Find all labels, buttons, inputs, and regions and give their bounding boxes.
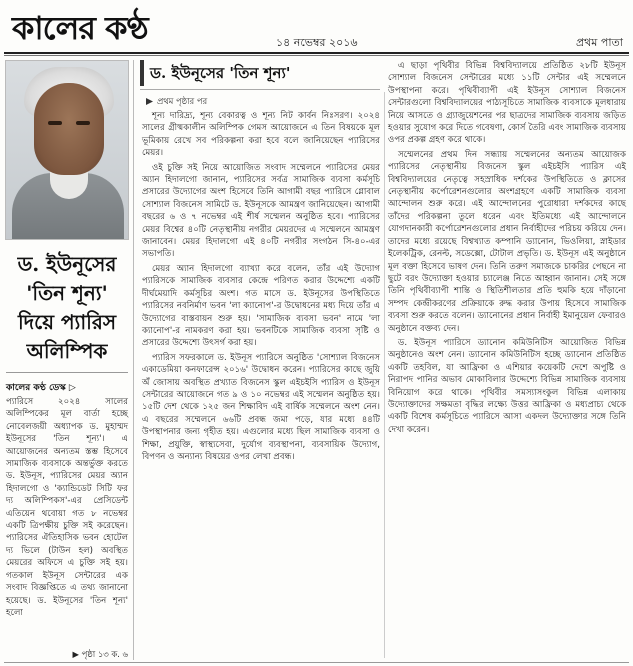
paragraph: শূন্য দারিদ্র্য, শূন্য বেকারত্ব ও শূন্য নিট কার্বন নিঃসরণ। ২০২৪ সালের গ্রীষ্মকালীন অলিম্পিক গেমস আয়োজনে এ তিন বিষয়কে মূল ভূমিকায় রেখে সব পরিকল্পনা করা হবে বলে জানিয়েছেন প্যারিসের মেয়র। (142, 111, 380, 159)
continued-from-label: প্রথম পৃষ্ঠার পর (157, 96, 208, 106)
paragraph: ওই চুক্তি সই নিয়ে আয়োজিত সংবাদ সম্মেলনে প্যারিসের মেয়র অ্যান হিদালগো জানান, প্যারিসের সর্বত্র সামাজিক ব্যবসা কর্মসূচি প্রসারের উদ্যোগের অংশ হিসেবে তিনি আগামী বছর প্যারিসে গ্লোবাল সোশ্যাল বিজনেস সামিটে ড. ইউনূসকে আমন্ত্রণ জানিয়েছেন। আগামী বছরের ৬ ও ৭ নভেম্বর এই শীর্ষ সম্মেলন অনুষ্ঠিত হবে। প্যারিসের মেয়র বিশ্বের ৪০টি নেতৃস্থানীয় নগরীর মেয়রদের এ সম্মেলনে আমন্ত্রণ জানাবেন। মেয়র হিদালগো এই ৪০টি নগরীর সংগঠন সি-৪০-এর সভাপতি। (142, 162, 380, 260)
main-headline: ড. ইউনূসের 'তিন শূন্য' দিয়ে প্যারিস অলিম্পিক (17, 252, 117, 363)
publication-date: ১৪ নভেম্বর ২০১৬ (276, 36, 358, 49)
masthead-rule-thin (4, 55, 629, 56)
arrow-icon (146, 98, 153, 105)
continued-on-page: ▶ পৃষ্ঠা ১৩ ক. ৬ (72, 649, 128, 659)
paragraph: মেয়র অ্যান হিদালগো ব্যাখ্যা করে বলেন, তাঁর এই উদ্যোগ প্যারিসকে সামাজিক ব্যবসার কেন্দ্রে পরিণত করার উদ্দেশ্যে একটি দীর্ঘমেয়াদি কর্মসূচির অংশ। গত মাসে ড. ইউনূসের উপস্থিতিতে প্যারিসের নবনির্মাণ ভবন 'লা ক্যানোপ'-র উদ্বোধনের মধ্য দিয়ে তাঁর এ উদ্যোগের বাস্তবায়ন শুরু হয়। 'সামাজিক ব্যবসা ভবন' নামে 'লা ক্যানোপ'-র নামকরণ করা হয়। ভবনটিকে সামাজিক ব্যবসা সৃষ্টি ও প্রসারের উদ্দেশ্যে উৎসর্গ করা হয়। (142, 263, 380, 349)
paragraph: প্যারিস সফরকালে ড. ইউনূস প্যারিসে অনুষ্ঠিত 'সোশ্যাল বিজনেস একাডেমিয়া কনফারেন্স ২০১৬' উদ্বোধন করেন। প্যারিসের কাছে জুয়ি অঁ জোসায় অবস্থিত প্রখ্যাত বিজনেস স্কুল এইচইসি প্যারিস ও ইউনূস সেন্টারের আয়োজনে গত ৯ ও ১০ নভেম্বর এই সম্মেলন অনুষ্ঠিত হয়। ১৫টি দেশ থেকে ১২৫ জন শিক্ষাবিদ এই বার্ষিক সম্মেলনে অংশ নেন। এ বছরের সম্মেলনে ৬৬টি প্রবন্ধ জমা পড়ে, যার মধ্যে ৪৪টি উপস্থাপনার জন্য গৃহীত হয়। এগুলোর মধ্যে ছিল সামাজিক ব্যবসা ও শিক্ষা, প্রযুক্তি, স্বাস্থ্যসেবা, দুর্যোগ ব্যবস্থাপনা, ব্যবসায়িক উদ্যোগ, বিপণন ও অন্যান্য বিষয়ের ওপর লেখা প্রবন্ধ। (142, 352, 380, 462)
portrait-eye-left (48, 121, 62, 125)
portrait-face (34, 83, 104, 175)
paragraph: এ ছাড়া পৃথিবীর বিভিন্ন বিশ্ববিদ্যালয়ে প্রতিষ্ঠিত ২৮টি ইউনূস সোশ্যাল বিজনেস সেন্টারের মধ্যে ১১টি সেন্টার এই সম্মেলনে উপস্থাপনা করে। পৃথিবীব্যাপী এই ইউনূস সোশ্যাল বিজনেস সেন্টারগুলো বিশ্ববিদ্যালয়ের পাঠ্যসূচিতে সামাজিক ব্যবসাকে মূলধারায় নিয়ে আসতে ও গ্র্যাজুয়েশনের পর ছাত্রদের সামাজিক ব্যবসায় জড়িত হওয়ার সুযোগ করে দিতে গবেষণা, কোর্স তৈরি এবং সামাজিক ব্যবসায় ওপর প্রকল্প গ্রহণ করে থাকে। (388, 61, 626, 146)
masthead (4, 4, 629, 54)
masthead-rule (4, 52, 629, 54)
headline-rule (140, 89, 380, 90)
page-label: প্রথম পাতা (575, 36, 623, 49)
portrait-eye-right (76, 121, 90, 125)
continued-from (146, 95, 207, 109)
column-divider (133, 60, 134, 660)
lead-text: প্যারিসে ২০২৪ সালের অলিম্পিকের মূল বার্তা হচ্ছে নোবেলজয়ী অধ্যাপক ড. মুহাম্মদ ইউনূসের 'তিন শূন্য'। এ আয়োজনের অন্যতম স্তম্ভ হিসেবে সামাজিক ব্যবসাকে অন্তর্ভুক্ত করতে ড. ইউনূস, প্যারিসের মেয়র অ্যান হিদালগো ও 'ক্যান্ডিডেট সিটি ফর দ্য অলিম্পিকস'-এর প্রেসিডেন্ট এতিয়েন থবোয়া গত ৮ নভেম্বর একটি ত্রিপক্ষীয় চুক্তি সই করেছেন। প্যারিসের ঐতিহাসিক ভবন হোটেল দ্য ভিলে (টাউন হল) অবস্থিত মেয়রের অফিসে এ চুক্তি সই হয়। গতকাল ইউনূস সেন্টারের এক সংবাদ বিজ্ঞপ্তিতে এ তথ্য জানানো হয়েছে। ড. ইউনূসের 'তিন শূন্য' হলো (6, 397, 128, 618)
portrait-photo (5, 60, 129, 240)
continuation-headline: ড. ইউনূসের 'তিন শূন্য' (140, 60, 380, 86)
bottom-rule (4, 662, 629, 663)
right-column (388, 60, 626, 658)
middle-column (142, 110, 380, 658)
left-divider (6, 372, 128, 373)
byline: কালের কণ্ঠ ডেস্ক ▷ (6, 383, 76, 393)
paragraph: ড. ইউনূস প্যারিসে ড্যানোন কমিউনিটিস আয়োজিত বিভিন্ন অনুষ্ঠানেও অংশ নেন। ড্যানোন কমিউনিটিস হচ্ছে ড্যানোন প্রতিষ্ঠিত একটি তহবিল, যা আফ্রিকা ও এশিয়ার কয়েকটি দেশে অপুষ্টি ও নিরাপদ পানির অভাব মোকাবিলার উদ্দেশ্যে বিভিন্ন সামাজিক ব্যবসায় বিনিয়োগ করে থাকে। পৃথিবীর সমস্যাসংকুল বিভিন্ন এলাকায় উদ্যোক্তাদের সক্ষমতা বৃদ্ধির লক্ষ্যে উত্তর আফ্রিকা ও মধ্যপ্রাচ্য থেকে একটি বিশেষ কর্মসূচিতে প্যারিসে আসা একদল উদ্যোক্তার সঙ্গে তিনি দেখা করেন। (388, 337, 626, 435)
column-divider-right (384, 92, 385, 658)
newspaper-logo: কালের কণ্ঠ (12, 9, 148, 47)
paragraph: সম্মেলনের প্রথম দিন সন্ধ্যায় সম্মেলনের অন্যতম আয়োজক প্যারিসের নেতৃস্থানীয় বিজনেস স্কুল এইচইসি প্যারিস এই বিশ্ববিদ্যালয়ের নেতৃত্বে সহস্রাধিক দর্শকের উপস্থিতিতে ও ক্লাসের নেতৃস্থানীয় কর্পোরেশনগুলোর অংশগ্রহণে একটি সামাজিক ব্যবসা আন্দোলন শুরু করে। এই আন্দোলনের পুরোধারা দর্শকদের কাছে তাঁদের পরিকল্পনা তুলে ধরেন এবং ইতিমধ্যে এই আন্দোলনে যোগদানকারী কর্পোরেশনগুলোর প্রধান নির্বাহীদের পরিচয় করিয়ে দেন। তাদের মধ্যে রয়েছে বিশ্বখ্যাত কম্পানি ড্যানোন, ভিওলিয়া, স্নাইডার ইলেকট্রিক, রেনল্ট, সডেক্সো, টোটাল প্রভৃতি। ড. ইউনূস এই অনুষ্ঠানে মূল বক্তা হিসেবে ভাষণ দেন। তিনি তরুণ সমাজকে চাকরির পেছনে না ছুটে বরং উদ্যোক্তা হওয়ার চ্যালেঞ্জ নিতে আহ্বান জানান। সেই সঙ্গে তিনি পৃথিবীব্যাপী শান্তি ও স্থিতিশীলতার প্রতি হুমকি হয়ে দাঁড়ানো সম্পদ কেন্দ্রীকরণের প্রক্রিয়াকে রুদ্ধ করার উপায় হিসেবে সামাজিক ব্যবসা শুরু করতে বলেন। ড্যানোনের প্রধান নির্বাহী ইমানুয়েল ফেবারও অনুষ্ঠানে বক্তব্য দেন। (388, 149, 626, 334)
